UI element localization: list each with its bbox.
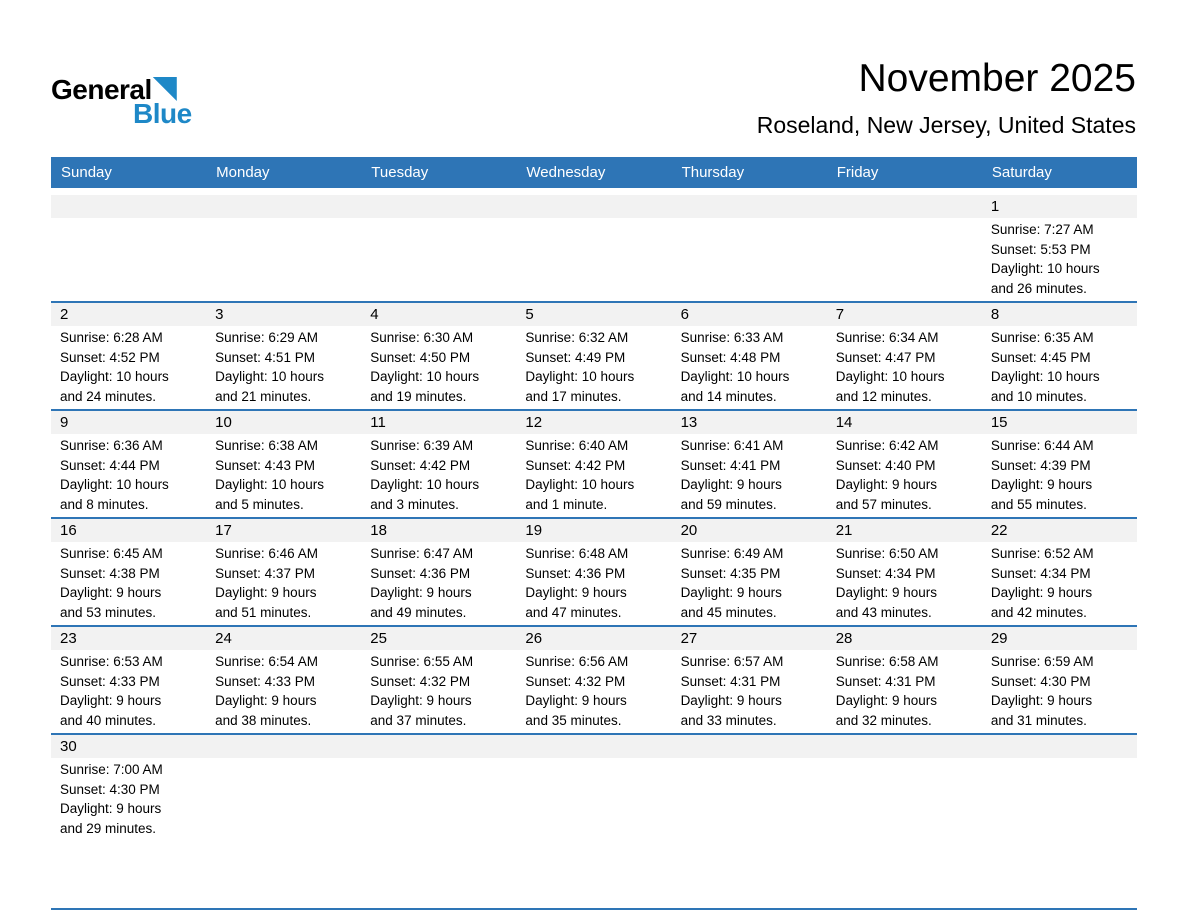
sunset-text: Sunset: 4:40 PM xyxy=(835,457,936,473)
sunrise-text: Sunrise: 6:33 AM xyxy=(680,330,784,345)
daylight-text-line2: and 31 minutes. xyxy=(990,712,1087,728)
sunset-text: Sunset: 4:48 PM xyxy=(680,349,781,365)
day-cell xyxy=(51,411,206,517)
sunset-text: Sunset: 4:51 PM xyxy=(215,349,315,365)
empty-day-cell xyxy=(516,735,671,908)
day-cell xyxy=(206,627,361,733)
day-cell xyxy=(51,303,206,409)
sunrise-text: Sunrise: 6:56 AM xyxy=(525,654,629,669)
sunset-text: Sunset: 4:44 PM xyxy=(60,457,160,473)
daylight-text-line1: Daylight: 9 hours xyxy=(835,585,938,600)
sunset-text: Sunset: 4:37 PM xyxy=(215,565,315,581)
day-number: 24 xyxy=(206,627,361,650)
day-number: 14 xyxy=(827,411,982,434)
day-number: 11 xyxy=(361,411,516,434)
day-number: 3 xyxy=(206,303,361,326)
daylight-text-line2: and 59 minutes. xyxy=(680,496,777,512)
daylight-text-line1: Daylight: 10 hours xyxy=(215,369,324,384)
sunrise-text: Sunrise: 6:47 AM xyxy=(370,546,474,561)
empty-day-cell xyxy=(206,195,361,301)
sunrise-text: Sunrise: 6:50 AM xyxy=(835,546,939,561)
day-cell xyxy=(361,411,516,517)
sunset-text: Sunset: 4:34 PM xyxy=(990,565,1091,581)
sunset-text: Sunset: 4:39 PM xyxy=(990,457,1091,473)
location-subtitle: Roseland, New Jersey, United States xyxy=(756,112,1136,138)
daylight-text-line2: and 24 minutes. xyxy=(60,388,157,404)
daylight-text-line1: Daylight: 9 hours xyxy=(990,477,1093,492)
day-cell xyxy=(516,519,671,625)
day-number: 27 xyxy=(672,627,827,650)
daylight-text-line1: Daylight: 10 hours xyxy=(370,369,480,384)
day-number xyxy=(827,195,982,218)
daylight-text-line1: Daylight: 9 hours xyxy=(215,585,317,600)
day-cell xyxy=(672,303,827,409)
sunrise-text: Sunrise: 6:42 AM xyxy=(835,438,939,453)
sunset-text: Sunset: 4:30 PM xyxy=(60,781,160,797)
sunset-text: Sunset: 4:47 PM xyxy=(835,349,936,365)
daylight-text-line1: Daylight: 10 hours xyxy=(835,369,945,384)
sunset-text: Sunset: 4:33 PM xyxy=(60,673,160,689)
sunrise-text: Sunrise: 6:28 AM xyxy=(60,330,163,345)
sunrise-text: Sunrise: 6:55 AM xyxy=(370,654,474,669)
sunrise-text: Sunrise: 6:40 AM xyxy=(525,438,629,453)
day-number: 20 xyxy=(672,519,827,542)
daylight-text-line1: Daylight: 9 hours xyxy=(370,693,472,708)
daylight-text-line1: Daylight: 9 hours xyxy=(60,585,162,600)
daylight-text-line1: Daylight: 10 hours xyxy=(525,369,635,384)
daylight-text-line2: and 14 minutes. xyxy=(680,388,777,404)
day-number: 2 xyxy=(51,303,206,326)
general-blue-logo xyxy=(51,76,192,128)
week-row xyxy=(51,733,1137,908)
sunrise-text: Sunrise: 6:32 AM xyxy=(525,330,629,345)
week-row xyxy=(51,625,1137,733)
day-number: 16 xyxy=(51,519,206,542)
sunrise-text: Sunrise: 6:39 AM xyxy=(370,438,474,453)
daylight-text-line1: Daylight: 9 hours xyxy=(990,585,1093,600)
day-number xyxy=(51,195,206,218)
daylight-text-line1: Daylight: 10 hours xyxy=(525,477,635,492)
daylight-text-line1: Daylight: 9 hours xyxy=(370,585,472,600)
sunrise-text: Sunrise: 7:00 AM xyxy=(60,762,163,777)
page-header xyxy=(0,0,1188,157)
daylight-text-line2: and 8 minutes. xyxy=(60,496,149,512)
day-cell xyxy=(982,411,1137,517)
day-number: 25 xyxy=(361,627,516,650)
day-number: 12 xyxy=(516,411,671,434)
day-cell xyxy=(206,411,361,517)
day-cell xyxy=(827,519,982,625)
daylight-text-line2: and 3 minutes. xyxy=(370,496,459,512)
empty-day-cell xyxy=(516,195,671,301)
day-cell xyxy=(516,411,671,517)
empty-day-cell xyxy=(827,195,982,301)
day-cell xyxy=(672,519,827,625)
day-number xyxy=(672,735,827,758)
sunrise-text: Sunrise: 6:58 AM xyxy=(835,654,939,669)
day-cell xyxy=(982,303,1137,409)
day-cell xyxy=(982,195,1137,301)
daylight-text-line1: Daylight: 9 hours xyxy=(680,585,782,600)
daylight-text-line1: Daylight: 9 hours xyxy=(680,477,782,492)
daylight-text-line1: Daylight: 9 hours xyxy=(990,693,1093,708)
empty-day-cell xyxy=(361,195,516,301)
daylight-text-line1: Daylight: 10 hours xyxy=(215,477,324,492)
day-number xyxy=(827,735,982,758)
day-number: 28 xyxy=(827,627,982,650)
empty-day-cell xyxy=(51,195,206,301)
day-number: 10 xyxy=(206,411,361,434)
day-cell xyxy=(51,519,206,625)
day-details xyxy=(51,758,206,841)
day-cell xyxy=(51,627,206,733)
day-number: 29 xyxy=(982,627,1137,650)
daylight-text-line1: Daylight: 9 hours xyxy=(525,585,627,600)
daylight-text-line2: and 38 minutes. xyxy=(215,712,312,728)
day-number: 5 xyxy=(516,303,671,326)
daylight-text-line1: Daylight: 10 hours xyxy=(60,369,169,384)
daylight-text-line1: Daylight: 10 hours xyxy=(990,369,1100,384)
daylight-text-line2: and 47 minutes. xyxy=(525,604,622,620)
daylight-text-line2: and 45 minutes. xyxy=(680,604,777,620)
day-number: 22 xyxy=(982,519,1137,542)
sunset-text: Sunset: 4:41 PM xyxy=(680,457,781,473)
week-row xyxy=(51,409,1137,517)
week-row xyxy=(51,301,1137,409)
daylight-text-line2: and 5 minutes. xyxy=(215,496,304,512)
week-row xyxy=(51,195,1137,301)
day-details xyxy=(982,218,1137,301)
day-details xyxy=(672,542,827,625)
sunrise-text: Sunrise: 7:27 AM xyxy=(990,222,1094,237)
day-details xyxy=(516,326,671,409)
day-cell xyxy=(516,627,671,733)
day-details xyxy=(827,650,982,733)
day-details xyxy=(206,650,361,733)
daylight-text-line2: and 35 minutes. xyxy=(525,712,622,728)
day-details xyxy=(51,434,206,517)
sunset-text: Sunset: 4:35 PM xyxy=(680,565,781,581)
sunset-text: Sunset: 4:36 PM xyxy=(370,565,471,581)
day-number: 17 xyxy=(206,519,361,542)
day-details xyxy=(361,650,516,733)
sunset-text: Sunset: 4:50 PM xyxy=(370,349,471,365)
day-number: 6 xyxy=(672,303,827,326)
day-details xyxy=(206,542,361,625)
sunset-text: Sunset: 4:33 PM xyxy=(215,673,315,689)
day-number: 15 xyxy=(982,411,1137,434)
day-number: 8 xyxy=(982,303,1137,326)
empty-day-cell xyxy=(206,735,361,908)
day-cell xyxy=(827,303,982,409)
sunset-text: Sunset: 4:43 PM xyxy=(215,457,315,473)
weekday-header-row xyxy=(51,157,1137,188)
sunrise-text: Sunrise: 6:44 AM xyxy=(990,438,1094,453)
daylight-text-line2: and 51 minutes. xyxy=(215,604,312,620)
empty-day-cell xyxy=(672,195,827,301)
day-cell xyxy=(982,627,1137,733)
day-details xyxy=(51,542,206,625)
sunset-text: Sunset: 4:38 PM xyxy=(60,565,160,581)
empty-day-cell xyxy=(672,735,827,908)
day-details xyxy=(516,542,671,625)
daylight-text-line1: Daylight: 9 hours xyxy=(680,693,782,708)
sunrise-text: Sunrise: 6:30 AM xyxy=(370,330,474,345)
sunset-text: Sunset: 4:36 PM xyxy=(525,565,626,581)
weekday-header-tuesday: Tuesday xyxy=(371,164,429,181)
day-number: 26 xyxy=(516,627,671,650)
day-details xyxy=(51,650,206,733)
day-details xyxy=(361,326,516,409)
sunrise-text: Sunrise: 6:49 AM xyxy=(680,546,784,561)
day-number: 21 xyxy=(827,519,982,542)
sunset-text: Sunset: 4:52 PM xyxy=(60,349,160,365)
daylight-text-line2: and 32 minutes. xyxy=(835,712,932,728)
daylight-text-line2: and 53 minutes. xyxy=(60,604,157,620)
week-row xyxy=(51,517,1137,625)
day-number xyxy=(206,735,361,758)
day-number: 23 xyxy=(51,627,206,650)
sunset-text: Sunset: 4:32 PM xyxy=(525,673,626,689)
sunset-text: Sunset: 4:42 PM xyxy=(370,457,471,473)
day-number: 9 xyxy=(51,411,206,434)
daylight-text-line2: and 40 minutes. xyxy=(60,712,157,728)
sunrise-text: Sunrise: 6:48 AM xyxy=(525,546,629,561)
daylight-text-line2: and 21 minutes. xyxy=(215,388,312,404)
day-details xyxy=(361,542,516,625)
daylight-text-line2: and 43 minutes. xyxy=(835,604,932,620)
sunrise-text: Sunrise: 6:45 AM xyxy=(60,546,163,561)
daylight-text-line1: Daylight: 9 hours xyxy=(835,693,938,708)
day-details xyxy=(206,326,361,409)
day-number xyxy=(361,735,516,758)
daylight-text-line2: and 49 minutes. xyxy=(370,604,467,620)
day-number xyxy=(206,195,361,218)
day-cell xyxy=(206,303,361,409)
day-cell xyxy=(206,519,361,625)
sunset-text: Sunset: 4:45 PM xyxy=(990,349,1091,365)
daylight-text-line2: and 19 minutes. xyxy=(370,388,467,404)
daylight-text-line1: Daylight: 9 hours xyxy=(525,693,627,708)
logo-text-general: General xyxy=(51,74,152,105)
day-details xyxy=(516,650,671,733)
sunrise-text: Sunrise: 6:29 AM xyxy=(215,330,318,345)
sunrise-text: Sunrise: 6:36 AM xyxy=(60,438,163,453)
logo-text-blue: Blue xyxy=(133,98,192,129)
day-details xyxy=(827,434,982,517)
sunset-text: Sunset: 4:49 PM xyxy=(525,349,626,365)
day-details xyxy=(982,542,1137,625)
day-number: 13 xyxy=(672,411,827,434)
day-details xyxy=(516,434,671,517)
day-details xyxy=(672,434,827,517)
sunrise-text: Sunrise: 6:57 AM xyxy=(680,654,784,669)
day-cell xyxy=(827,411,982,517)
day-cell xyxy=(516,303,671,409)
daylight-text-line2: and 17 minutes. xyxy=(525,388,622,404)
sunset-text: Sunset: 5:53 PM xyxy=(990,241,1091,257)
weekday-header-thursday: Thursday xyxy=(681,164,745,181)
day-cell xyxy=(672,411,827,517)
day-number: 1 xyxy=(982,195,1137,218)
day-details xyxy=(206,434,361,517)
daylight-text-line1: Daylight: 10 hours xyxy=(680,369,790,384)
empty-day-cell xyxy=(982,735,1137,908)
weekday-header-sunday: Sunday xyxy=(61,164,112,181)
empty-day-cell xyxy=(827,735,982,908)
daylight-text-line1: Daylight: 9 hours xyxy=(215,693,317,708)
day-number: 7 xyxy=(827,303,982,326)
day-number xyxy=(361,195,516,218)
sunrise-text: Sunrise: 6:59 AM xyxy=(990,654,1094,669)
day-number: 4 xyxy=(361,303,516,326)
daylight-text-line2: and 29 minutes. xyxy=(60,820,157,836)
daylight-text-line2: and 57 minutes. xyxy=(835,496,932,512)
day-number xyxy=(672,195,827,218)
calendar-weeks xyxy=(51,195,1137,908)
daylight-text-line1: Daylight: 9 hours xyxy=(60,801,162,816)
day-details xyxy=(982,434,1137,517)
day-cell xyxy=(361,303,516,409)
daylight-text-line1: Daylight: 10 hours xyxy=(370,477,480,492)
weekday-header-monday: Monday xyxy=(216,164,270,181)
sunset-text: Sunset: 4:42 PM xyxy=(525,457,626,473)
daylight-text-line1: Daylight: 10 hours xyxy=(990,261,1100,276)
daylight-text-line1: Daylight: 10 hours xyxy=(60,477,169,492)
weekday-header-saturday: Saturday xyxy=(991,164,1052,181)
daylight-text-line2: and 37 minutes. xyxy=(370,712,467,728)
day-details xyxy=(982,650,1137,733)
sunset-text: Sunset: 4:30 PM xyxy=(990,673,1091,689)
daylight-text-line2: and 26 minutes. xyxy=(990,280,1087,296)
sunrise-text: Sunrise: 6:35 AM xyxy=(990,330,1094,345)
day-details xyxy=(361,434,516,517)
sunrise-text: Sunrise: 6:38 AM xyxy=(215,438,318,453)
day-details xyxy=(672,650,827,733)
day-number xyxy=(516,735,671,758)
daylight-text-line1: Daylight: 9 hours xyxy=(835,477,938,492)
daylight-text-line1: Daylight: 9 hours xyxy=(60,693,162,708)
daylight-text-line2: and 10 minutes. xyxy=(990,388,1087,404)
day-number xyxy=(982,735,1137,758)
day-number xyxy=(516,195,671,218)
sunrise-text: Sunrise: 6:52 AM xyxy=(990,546,1094,561)
daylight-text-line2: and 1 minute. xyxy=(525,496,608,512)
sunrise-text: Sunrise: 6:34 AM xyxy=(835,330,939,345)
day-cell xyxy=(361,519,516,625)
month-title: November 2025 xyxy=(858,57,1136,100)
weekday-header-friday: Friday xyxy=(836,164,879,181)
daylight-text-line2: and 12 minutes. xyxy=(835,388,932,404)
sunrise-text: Sunrise: 6:54 AM xyxy=(215,654,318,669)
day-number: 19 xyxy=(516,519,671,542)
daylight-text-line2: and 55 minutes. xyxy=(990,496,1087,512)
sunset-text: Sunset: 4:32 PM xyxy=(370,673,471,689)
day-details xyxy=(51,326,206,409)
sunrise-text: Sunrise: 6:46 AM xyxy=(215,546,318,561)
day-cell xyxy=(361,627,516,733)
day-cell xyxy=(982,519,1137,625)
daylight-text-line2: and 33 minutes. xyxy=(680,712,777,728)
sunrise-text: Sunrise: 6:53 AM xyxy=(60,654,163,669)
daylight-text-line2: and 42 minutes. xyxy=(990,604,1087,620)
sunset-text: Sunset: 4:31 PM xyxy=(680,673,781,689)
calendar-table xyxy=(51,157,1137,910)
day-cell xyxy=(51,735,206,908)
empty-day-cell xyxy=(361,735,516,908)
day-details xyxy=(982,326,1137,409)
day-details xyxy=(672,326,827,409)
weekday-header-wednesday: Wednesday xyxy=(526,164,606,181)
sunrise-text: Sunrise: 6:41 AM xyxy=(680,438,784,453)
day-cell xyxy=(827,627,982,733)
day-cell xyxy=(672,627,827,733)
day-number: 18 xyxy=(361,519,516,542)
day-number: 30 xyxy=(51,735,206,758)
day-details xyxy=(827,542,982,625)
sunset-text: Sunset: 4:34 PM xyxy=(835,565,936,581)
day-details xyxy=(827,326,982,409)
sunset-text: Sunset: 4:31 PM xyxy=(835,673,936,689)
